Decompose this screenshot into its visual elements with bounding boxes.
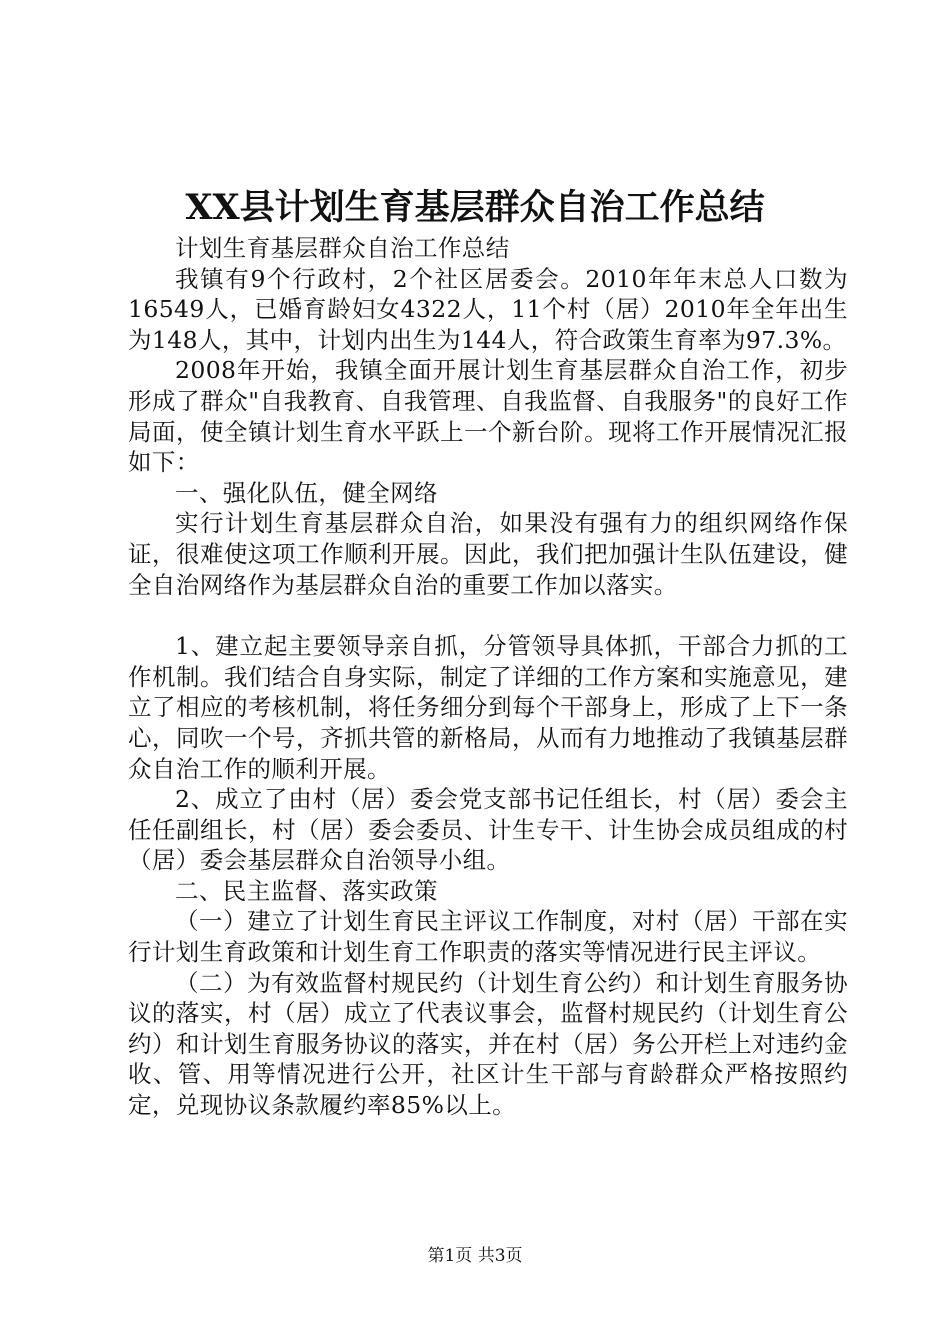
page-number-footer: 第1页 共3页	[427, 1246, 523, 1266]
document-body	[128, 233, 848, 1121]
section-heading-2: 二、民主监督、落实政策	[175, 876, 438, 905]
paragraph-spacer	[128, 600, 848, 631]
section-heading-1: 一、强化队伍，健全网络	[175, 478, 438, 507]
paragraph-item-2: 2、成立了由村（居）委会党支部书记任组长，村（居）委会主任任副组长，村（居）委会委员、计生专干、计生协会成员组成的村（居）委会基层群众自治领导小组。	[128, 785, 848, 875]
paragraph-network: 实行计划生育基层群众自治，如果没有强有力的组织网络作保证，很难使这项工作顺利开展。因此，我们把加强计生队伍建设，健全自治网络作为基层群众自治的重要工作加以落实。	[128, 509, 848, 599]
paragraph-item-1: 1、建立起主要领导亲自抓，分管领导具体抓，干部合力抓的工作机制。我们结合自身实际，制定了详细的工作方案和实施意见，建立了相应的考核机制，将任务细分到每个干部身上，形成了上下一条心，同吹一个号，齐抓共管的新格局，从而有力地推动了我镇基层群众自治工作的顺利开展。	[128, 632, 848, 783]
paragraph-sub-2: （二）为有效监督村规民约（计划生育公约）和计划生育服务协议的落实，村（居）成立了代表议事会，监督村规民约（计划生育公约）和计划生育服务协议的落实，并在村（居）务公开栏上对违约金收、管、用等情况进行公开，社区计生干部与育龄群众严格按照约定，兑现协议条款履约率85%以上。	[128, 968, 848, 1120]
paragraph-subtitle: 计划生育基层群众自治工作总结	[175, 234, 510, 262]
paragraph-sub-1: （一）建立了计划生育民主评议工作制度，对村（居）干部在实行计划生育政策和计划生育工作职责的落实等情况进行民主评议。	[128, 907, 848, 967]
document-title: XX县计划生育基层群众自治工作总结	[185, 187, 765, 228]
paragraph-population: 我镇有9个行政村，2个社区居委会。2010年年末总人口数为16549人，已婚育龄妇女4322人，11个村（居）2010年全年出生为148人，其中，计划内出生为144人，符合政策生育率为97.3%。	[128, 264, 848, 354]
paragraph-intro: 2008年开始，我镇全面开展计划生育基层群众自治工作，初步形成了群众"自我教育、自我管理、自我监督、自我服务"的良好工作局面，使全镇计划生育水平跃上一个新台阶。现将工作开展情况汇报如下：	[128, 356, 848, 477]
